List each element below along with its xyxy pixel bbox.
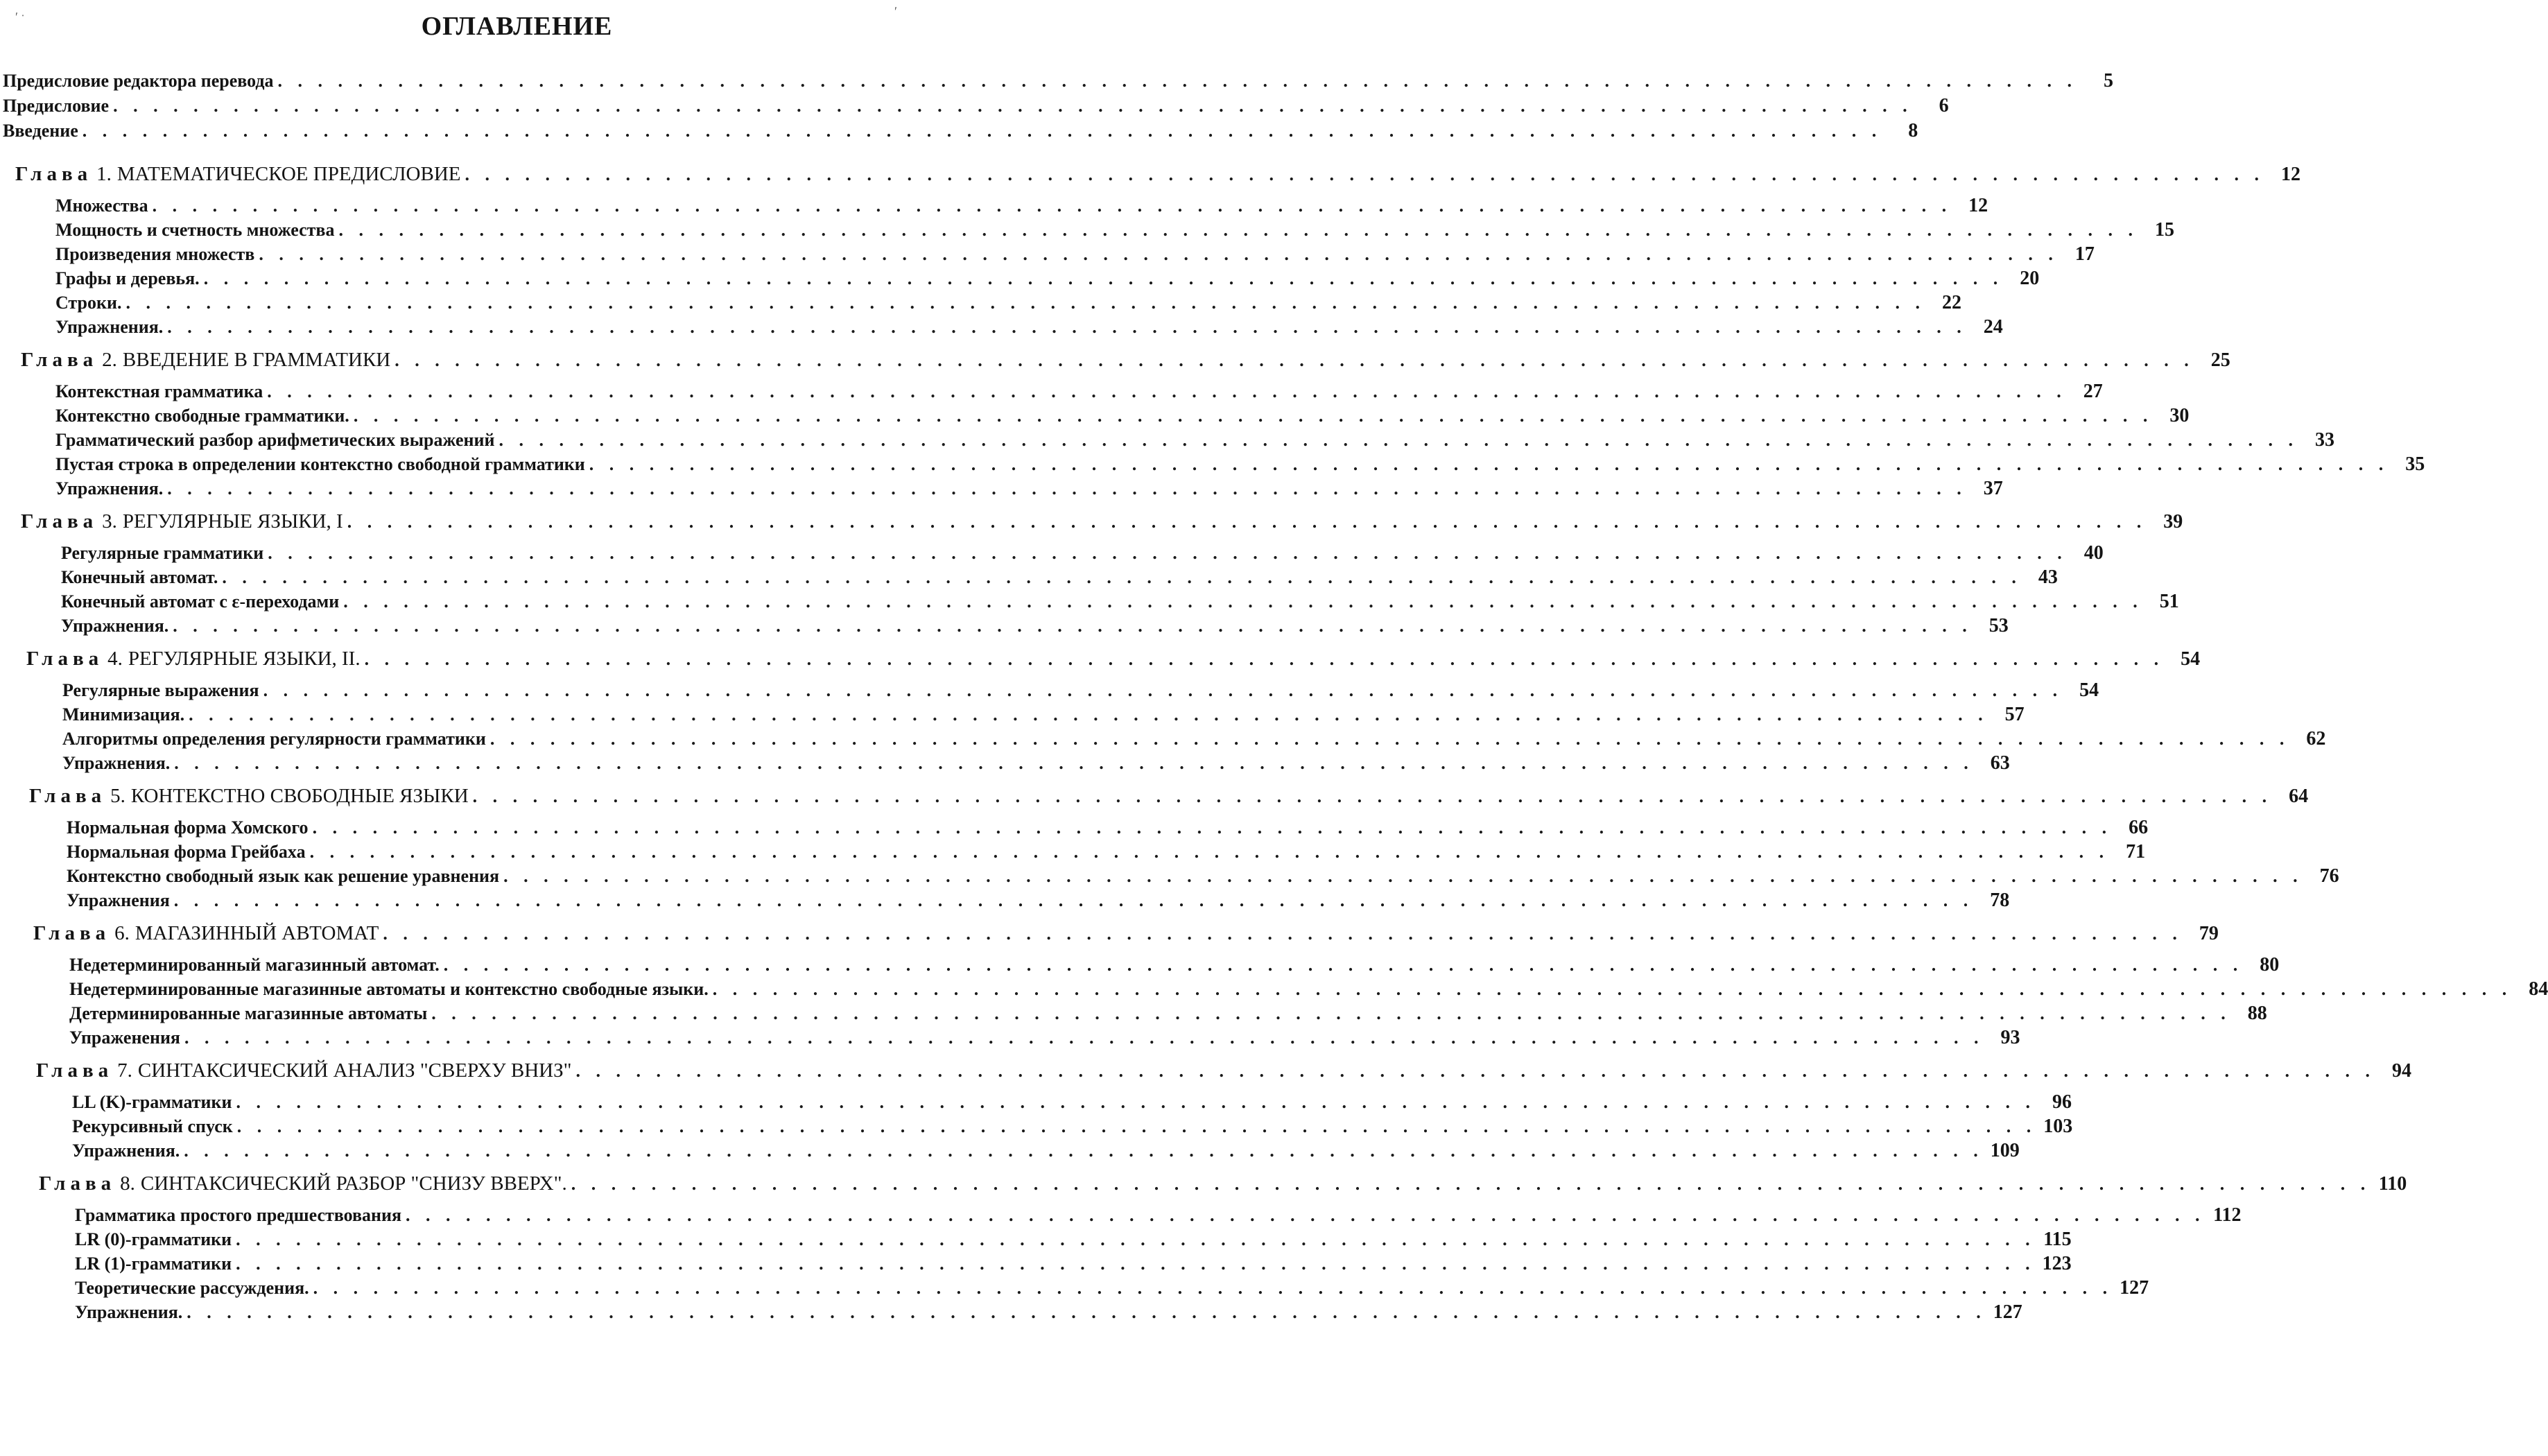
toc-entry-label: Детерминированные магазинные автоматы	[69, 1003, 428, 1023]
toc-entry-label: Упраженения	[69, 1028, 180, 1048]
toc-entry-label: Недетерминированные магазинные автоматы и контекстно свободные языки.	[69, 979, 709, 999]
toc-entry-label: Теоретические рассуждения.	[75, 1278, 309, 1298]
dot-leader: . . . . . . . . . . . . . . . . . . . . . . . . . . . . . . . . . . . . . . . . . . . . . . . . . . . . . . . . . . . . . . . . . . . . . . . . . . . . . . . . . . . . . . . . . .	[173, 616, 1973, 636]
section-entry	[75, 1252, 2072, 1276]
dot-leader: . . . . . . . . . . . . . . . . . . . . . . . . . . . . . . . . . . . . . . . . . . . . . . . . . . . . . . . . . . . . . . . . . . . . . . . . . . . . . . . . . . . . . . . . . .	[347, 512, 2147, 532]
dot-leader: . . . . . . . . . . . . . . . . . . . . . . . . . . . . . . . . . . . . . . . . . . . . . . . . . . . . . . . . . . . . . . . . . . . . . . . . . . . . . . . . . . . . . . . . . .	[236, 1116, 2037, 1136]
page-number: 54	[2181, 648, 2201, 670]
dot-leader: . . . . . . . . . . . . . . . . . . . . . . . . . . . . . . . . . . . . . . . . . . . . . . . . . . . . . . . . . . . . . . . . . . . . . . . . . . . . . . . . . . . . . . . . . .	[263, 680, 2063, 700]
toc-entry-label: Грамматика простого предшествования	[75, 1205, 402, 1225]
page-number: 17	[2074, 243, 2095, 265]
chapter-entry	[39, 1172, 2407, 1195]
dot-leader: . . . . . . . . . . . . . . . . . . . . . . . . . . . . . . . . . . . . . . . . . . . . . . . . . . . . . . . . . . . . . . . . . . . . . . . . . . . . . . . . . . . . . . . . . .	[173, 890, 1974, 910]
dot-leader: . . . . . . . . . . . . . . . . . . . . . . . . . . . . . . . . . . . . . . . . . . . . . . . . . . . . . . . . . . . . . . . . . . . . . . . . . . . . . . . . . . . . . . . . . .	[203, 268, 2004, 288]
page-number: 20	[2020, 268, 2040, 289]
toc-entry-label: Нормальная форма Хомского	[67, 817, 309, 838]
section-entry	[67, 865, 2339, 888]
dot-leader: . . . . . . . . . . . . . . . . . . . . . . . . . . . . . . . . . . . . . . . . . . . . . . . . . . . . . . . . . . . . . . . . . . . . . . . . . . . . . . . . . . . . . . . . . .	[313, 1278, 2113, 1298]
toc-entry-label: Графы и деревья.	[55, 268, 200, 288]
page-number: 53	[1988, 615, 2009, 636]
toc-entry-label: Алгоритмы определения регулярности грамматики	[62, 729, 486, 749]
page-number: 66	[2129, 817, 2149, 838]
chapter-title: КОНТЕКСТНО СВОБОДНЫЕ ЯЗЫКИ	[130, 785, 469, 807]
dot-leader: . . . . . . . . . . . . . . . . . . . . . . . . . . . . . . . . . . . . . . . . . . . . . . . . . . . . . . . . . . . . . . . . . . . . . . . . . . . . . . . . . . . . . . . . . .	[187, 1302, 1986, 1322]
dot-leader: . . . . . . . . . . . . . . . . . . . . . . . . . . . . . . . . . . . . . . . . . . . . . . . . . . . . . . . . . . . . . . . . . . . . . . . . . . . . . . . . . . . . . . . . . .	[571, 1174, 2371, 1194]
section-entry	[55, 428, 2334, 452]
toc-entry-label: Регулярные выражения	[62, 680, 259, 700]
page-number: 51	[2159, 591, 2179, 612]
page-number: 27	[2083, 381, 2103, 402]
page-number: 78	[1990, 890, 2010, 911]
toc-entry-label: Строки.	[55, 293, 122, 313]
chapter-prefix: Глава	[29, 785, 107, 807]
chapter-prefix: Глава	[15, 163, 93, 185]
dot-leader: . . . . . . . . . . . . . . . . . . . . . . . . . . . . . . . . . . . . . . . . . . . . . . . . . . . . . . . . . . . . . . . . . . . . . . . . . . . . . . . . . . . . . . . . . .	[503, 866, 2303, 886]
section-entry	[55, 218, 2174, 242]
chapter-prefix: Глава	[21, 349, 98, 371]
dot-leader: . . . . . . . . . . . . . . . . . . . . . . . . . . . . . . . . . . . . . . . . . . . . . . . . . . . . . . . . . . . . . . . . . . . . . . . . . . . . . . . . . . . . . . . . . .	[113, 96, 1913, 116]
toc-entry-label	[21, 510, 343, 533]
toc-entry-label: Упражнения.	[55, 478, 164, 499]
section-entry	[62, 703, 2025, 727]
toc-entry-label: Упражнения.	[75, 1302, 183, 1322]
chapter-number: 5.	[110, 785, 125, 807]
toc-entry-label	[15, 162, 461, 186]
toc-entry-label: Минимизация.	[62, 704, 185, 725]
dot-leader: . . . . . . . . . . . . . . . . . . . . . . . . . . . . . . . . . . . . . . . . . . . . . . . . . . . . . . . . . . . . . . . . . . . . . . . . . . . . . . . . . . . . . . . . . .	[712, 979, 2513, 999]
scan-speck: ʹ	[894, 4, 897, 18]
dot-leader: . . . . . . . . . . . . . . . . . . . . . . . . . . . . . . . . . . . . . . . . . . . . . . . . . . . . . . . . . . . . . . . . . . . . . . . . . . . . . . . . . . . . . . . . . .	[343, 591, 2143, 612]
toc-entry-label: Грамматический разбор арифметических выражений	[55, 430, 495, 450]
front-matter-entry	[3, 94, 1949, 118]
section-entry	[69, 1002, 2267, 1025]
page-number: 15	[2154, 219, 2174, 241]
toc-entry-label: LR (0)-грамматики	[75, 1229, 232, 1249]
section-entry	[61, 614, 2009, 638]
page-number: 43	[2038, 566, 2058, 588]
page-number: 63	[1990, 752, 2010, 774]
toc-entry-label: Конечный автомат.	[61, 567, 218, 587]
toc-entry-label: Множества	[55, 196, 148, 216]
chapter-entry	[36, 1059, 2411, 1082]
section-entry	[55, 291, 1961, 315]
dot-leader: . . . . . . . . . . . . . . . . . . . . . . . . . . . . . . . . . . . . . . . . . . . . . . . . . . . . . . . . . . . . . . . . . . . . . . . . . . . . . . . . . . . . . . . . . .	[406, 1205, 2205, 1225]
page-number: 54	[2079, 679, 2099, 701]
page-number: 5	[2104, 70, 2114, 92]
page-number: 109	[1990, 1140, 2020, 1161]
page-number: 96	[2052, 1091, 2072, 1113]
dot-leader: . . . . . . . . . . . . . . . . . . . . . . . . . . . . . . . . . . . . . . . . . . . . . . . . . . . . . . . . . . . . . . . . . . . . . . . . . . . . . . . . . . . . . . . . . .	[236, 1229, 2036, 1249]
dot-leader: . . . . . . . . . . . . . . . . . . . . . . . . . . . . . . . . . . . . . . . . . . . . . . . . . . . . . . . . . . . . . . . . . . . . . . . . . . . . . . . . . . . . . . . . . .	[309, 842, 2110, 862]
dot-leader: . . . . . . . . . . . . . . . . . . . . . . . . . . . . . . . . . . . . . . . . . . . . . . . . . . . . . . . . . . . . . . . . . . . . . . . . . . . . . . . . . . . . . . . . . .	[82, 121, 1882, 141]
toc-entry-label: Введение	[3, 121, 78, 141]
page-number: 33	[2314, 429, 2334, 451]
page-number: 80	[2260, 954, 2280, 976]
dot-leader: . . . . . . . . . . . . . . . . . . . . . . . . . . . . . . . . . . . . . . . . . . . . . . . . . . . . . . . . . . . . . . . . . . . . . . . . . . . . . . . . . . . . . . . . . .	[312, 817, 2113, 838]
toc-entry-label: Конечный автомат с ε-переходами	[61, 591, 340, 612]
toc-entry-label	[36, 1059, 571, 1082]
toc-entry-label	[39, 1172, 567, 1195]
chapter-number: 4.	[107, 648, 123, 670]
section-entry	[55, 315, 2003, 339]
section-entry	[55, 477, 2003, 501]
toc-entry-label: Предисловие редактора перевода	[3, 71, 274, 91]
chapter-title: ВВЕДЕНИЕ В ГРАММАТИКИ	[122, 349, 391, 371]
dot-leader: . . . . . . . . . . . . . . . . . . . . . . . . . . . . . . . . . . . . . . . . . . . . . . . . . . . . . . . . . . . . . . . . . . . . . . . . . . . . . . . . . . . . . . . . . .	[364, 649, 2165, 669]
page-number: 76	[2319, 865, 2339, 887]
page-number: 8	[1908, 120, 1918, 141]
chapter-prefix: Глава	[26, 648, 104, 670]
chapter-number: 1.	[96, 163, 112, 185]
section-entry	[62, 752, 2010, 775]
toc-entry-label: Упражнения.	[62, 753, 171, 773]
front-matter-entry	[3, 69, 2114, 93]
toc-entry-label	[33, 921, 379, 945]
section-entry	[75, 1301, 2022, 1324]
page-number: 79	[2199, 923, 2219, 944]
toc-entry-label: Упражнения	[67, 890, 170, 910]
chapter-prefix: Глава	[39, 1172, 116, 1195]
toc-entry-label: LR (1)-грамматики	[75, 1254, 232, 1274]
dot-leader: . . . . . . . . . . . . . . . . . . . . . . . . . . . . . . . . . . . . . . . . . . . . . . . . . . . . . . . . . . . . . . . . . . . . . . . . . . . . . . . . . . . . . . . . . .	[443, 955, 2244, 975]
scan-speck: ʹ ˑ	[15, 10, 25, 24]
page-number: 94	[2391, 1060, 2411, 1082]
toc-entry-label: Регулярные грамматики	[61, 543, 264, 563]
chapter-number: 6.	[114, 922, 130, 944]
page-number: 40	[2083, 542, 2104, 564]
page-number: 103	[2043, 1116, 2073, 1137]
dot-leader: . . . . . . . . . . . . . . . . . . . . . . . . . . . . . . . . . . . . . . . . . . . . . . . . . . . . . . . . . . . . . . . . . . . . . . . . . . . . . . . . . . . . . . . . . .	[395, 350, 2194, 370]
dot-leader: . . . . . . . . . . . . . . . . . . . . . . . . . . . . . . . . . . . . . . . . . . . . . . . . . . . . . . . . . . . . . . . . . . . . . . . . . . . . . . . . . . . . . . . . . .	[431, 1003, 2231, 1023]
chapter-entry	[29, 784, 2309, 808]
section-entry	[75, 1276, 2149, 1300]
page-number: 64	[2289, 786, 2309, 807]
page-number: 93	[2000, 1027, 2020, 1048]
section-entry	[69, 978, 2548, 1001]
dot-leader: . . . . . . . . . . . . . . . . . . . . . . . . . . . . . . . . . . . . . . . . . . . . . . . . . . . . . . . . . . . . . . . . . . . . . . . . . . . . . . . . . . . . . . . . . .	[222, 567, 2022, 587]
chapter-entry	[26, 647, 2201, 670]
section-entry	[62, 727, 2326, 751]
chapter-number: 2.	[102, 349, 117, 371]
page-number: 88	[2247, 1003, 2267, 1024]
chapter-title: МАТЕМАТИЧЕСКОЕ ПРЕДИСЛОВИЕ	[116, 163, 461, 185]
chapter-entry	[15, 162, 2300, 186]
section-entry	[72, 1115, 2073, 1138]
dot-leader: . . . . . . . . . . . . . . . . . . . . . . . . . . . . . . . . . . . . . . . . . . . . . . . . . . . . . . . . . . . . . . . . . . . . . . . . . . . . . . . . . . . . . . . . . .	[267, 381, 2067, 401]
toc-entry-label: Контекстная грамматика	[55, 381, 263, 401]
toc-entry-label	[29, 784, 469, 808]
section-entry	[55, 267, 2040, 291]
page-number: 12	[1968, 195, 1988, 216]
toc-entry-label	[26, 647, 361, 670]
dot-leader: . . . . . . . . . . . . . . . . . . . . . . . . . . . . . . . . . . . . . . . . . . . . . . . . . . . . . . . . . . . . . . . . . . . . . . . . . . . . . . . . . . . . . . . . . .	[383, 924, 2183, 944]
section-entry	[69, 1026, 2020, 1050]
toc-entry-label: Упражнения.	[72, 1141, 180, 1161]
toc-entry-label: Упражнения.	[55, 317, 164, 337]
toc-entry-label: Нормальная форма Грейбаха	[67, 842, 306, 862]
chapter-title: РЕГУЛЯРНЫЕ ЯЗЫКИ, II.	[128, 648, 361, 670]
toc-entry-label	[21, 348, 390, 372]
page-number: 62	[2306, 728, 2326, 749]
section-entry	[55, 194, 1988, 218]
dot-leader: . . . . . . . . . . . . . . . . . . . . . . . . . . . . . . . . . . . . . . . . . . . . . . . . . . . . . . . . . . . . . . . . . . . . . . . . . . . . . . . . . . . . . . . . . .	[167, 478, 1967, 499]
page-number: 12	[2281, 164, 2300, 185]
chapter-prefix: Глава	[33, 922, 111, 944]
section-entry	[67, 840, 2146, 864]
section-entry	[61, 566, 2058, 589]
chapter-entry	[33, 921, 2219, 945]
toc-entry-label: Мощность и счетность множества	[55, 220, 335, 240]
section-entry	[72, 1091, 2072, 1114]
page-number: 71	[2126, 841, 2146, 863]
chapter-entry	[21, 348, 2230, 372]
page-number: 57	[2004, 704, 2025, 725]
dot-leader: . . . . . . . . . . . . . . . . . . . . . . . . . . . . . . . . . . . . . . . . . . . . . . . . . . . . . . . . . . . . . . . . . . . . . . . . . . . . . . . . . . . . . . . . . .	[589, 454, 2389, 474]
dot-leader: . . . . . . . . . . . . . . . . . . . . . . . . . . . . . . . . . . . . . . . . . . . . . . . . . . . . . . . . . . . . . . . . . . . . . . . . . . . . . . . . . . . . . . . . . .	[236, 1092, 2036, 1112]
dot-leader: . . . . . . . . . . . . . . . . . . . . . . . . . . . . . . . . . . . . . . . . . . . . . . . . . . . . . . . . . . . . . . . . . . . . . . . . . . . . . . . . . . . . . . . . . .	[499, 430, 2298, 450]
dot-leader: . . . . . . . . . . . . . . . . . . . . . . . . . . . . . . . . . . . . . . . . . . . . . . . . . . . . . . . . . . . . . . . . . . . . . . . . . . . . . . . . . . . . . . . . . .	[338, 220, 2138, 240]
page-number: 25	[2210, 349, 2230, 371]
dot-leader: . . . . . . . . . . . . . . . . . . . . . . . . . . . . . . . . . . . . . . . . . . . . . . . . . . . . . . . . . . . . . . . . . . . . . . . . . . . . . . . . . . . . . . . . . .	[189, 704, 1988, 725]
dot-leader: . . . . . . . . . . . . . . . . . . . . . . . . . . . . . . . . . . . . . . . . . . . . . . . . . . . . . . . . . . . . . . . . . . . . . . . . . . . . . . . . . . . . . . . . . .	[125, 293, 1925, 313]
page-number: 84	[2529, 978, 2548, 1000]
section-entry	[62, 679, 2099, 702]
section-entry	[55, 404, 2190, 428]
chapter-number: 8.	[120, 1172, 135, 1195]
page-number: 112	[2213, 1204, 2242, 1226]
chapter-title: СИНТАКСИЧЕСКИЙ АНАЛИЗ "СВЕРХУ ВНИЗ"	[137, 1059, 572, 1082]
section-entry	[55, 243, 2095, 266]
toc-entry-label: Произведения множеств	[55, 244, 255, 264]
toc-entry-label: Рекурсивный спуск	[72, 1116, 233, 1136]
dot-leader: . . . . . . . . . . . . . . . . . . . . . . . . . . . . . . . . . . . . . . . . . . . . . . . . . . . . . . . . . . . . . . . . . . . . . . . . . . . . . . . . . . . . . . . . . .	[184, 1141, 1984, 1161]
toc-entry-label: Контекстно свободные грамматики.	[55, 406, 349, 426]
dot-leader: . . . . . . . . . . . . . . . . . . . . . . . . . . . . . . . . . . . . . . . . . . . . . . . . . . . . . . . . . . . . . . . . . . . . . . . . . . . . . . . . . . . . . . . . . .	[236, 1254, 2036, 1274]
chapter-title: РЕГУЛЯРНЫЕ ЯЗЫКИ, I	[122, 510, 343, 532]
section-entry	[55, 453, 2425, 476]
section-entry	[61, 541, 2104, 565]
toc-entry-label: Недетерминированный магазинный автомат.	[69, 955, 440, 975]
dot-leader: . . . . . . . . . . . . . . . . . . . . . . . . . . . . . . . . . . . . . . . . . . . . . . . . . . . . . . . . . . . . . . . . . . . . . . . . . . . . . . . . . . . . . . . . . .	[489, 729, 2290, 749]
section-entry	[67, 816, 2149, 840]
page-number: 30	[2169, 405, 2190, 426]
page-number: 39	[2163, 511, 2183, 532]
section-entry	[61, 590, 2179, 614]
dot-leader: . . . . . . . . . . . . . . . . . . . . . . . . . . . . . . . . . . . . . . . . . . . . . . . . . . . . . . . . . . . . . . . . . . . . . . . . . . . . . . . . . . . . . . . . . .	[184, 1028, 1984, 1048]
section-entry	[69, 953, 2280, 977]
chapter-number: 7.	[117, 1059, 132, 1082]
dot-leader: . . . . . . . . . . . . . . . . . . . . . . . . . . . . . . . . . . . . . . . . . . . . . . . . . . . . . . . . . . . . . . . . . . . . . . . . . . . . . . . . . . . . . . . . . .	[174, 753, 1974, 773]
page-number: 37	[1983, 478, 2003, 499]
page-number: 115	[2043, 1229, 2072, 1250]
chapter-prefix: Глава	[21, 510, 98, 532]
page-number: 123	[2042, 1253, 2072, 1274]
chapter-title: МАГАЗИННЫЙ АВТОМАТ	[135, 922, 379, 944]
chapter-number: 3.	[102, 510, 117, 532]
chapter-title: СИНТАКСИЧЕСКИЙ РАЗБОР "СНИЗУ ВВЕРХ".	[140, 1172, 567, 1195]
section-entry	[75, 1228, 2072, 1251]
dot-leader: . . . . . . . . . . . . . . . . . . . . . . . . . . . . . . . . . . . . . . . . . . . . . . . . . . . . . . . . . . . . . . . . . . . . . . . . . . . . . . . . . . . . . . . . . .	[465, 164, 2264, 184]
page-number: 35	[2405, 453, 2425, 475]
page-title: ОГЛАВЛЕНИЕ	[421, 12, 613, 41]
section-entry	[72, 1139, 2020, 1163]
toc-entry-label: Пустая строка в определении контекстно свободной грамматики	[55, 454, 585, 474]
dot-leader: . . . . . . . . . . . . . . . . . . . . . . . . . . . . . . . . . . . . . . . . . . . . . . . . . . . . . . . . . . . . . . . . . . . . . . . . . . . . . . . . . . . . . . . . . .	[268, 543, 2068, 563]
dot-leader: . . . . . . . . . . . . . . . . . . . . . . . . . . . . . . . . . . . . . . . . . . . . . . . . . . . . . . . . . . . . . . . . . . . . . . . . . . . . . . . . . . . . . . . . . .	[353, 406, 2153, 426]
dot-leader: . . . . . . . . . . . . . . . . . . . . . . . . . . . . . . . . . . . . . . . . . . . . . . . . . . . . . . . . . . . . . . . . . . . . . . . . . . . . . . . . . . . . . . . . . .	[167, 317, 1967, 337]
page-number: 127	[2120, 1277, 2149, 1299]
page-number: 6	[1939, 95, 1949, 116]
front-matter-entry	[3, 119, 1918, 143]
page-number: 24	[1983, 316, 2003, 338]
dot-leader: . . . . . . . . . . . . . . . . . . . . . . . . . . . . . . . . . . . . . . . . . . . . . . . . . . . . . . . . . . . . . . . . . . . . . . . . . . . . . . . . . . . . . . . . . .	[472, 786, 2273, 806]
toc-entry-label: LL (K)-грамматики	[72, 1092, 232, 1112]
page-number: 127	[1993, 1301, 2022, 1323]
section-entry	[75, 1204, 2242, 1227]
page-number: 110	[2378, 1173, 2407, 1195]
page-number: 22	[1941, 292, 1961, 313]
toc-entry-label: Контекстно свободный язык как решение уравнения	[67, 866, 500, 886]
toc-entry-label: Предисловие	[3, 96, 110, 116]
section-entry	[67, 889, 2010, 912]
dot-leader: . . . . . . . . . . . . . . . . . . . . . . . . . . . . . . . . . . . . . . . . . . . . . . . . . . . . . . . . . . . . . . . . . . . . . . . . . . . . . . . . . . . . . . . . . .	[152, 196, 1952, 216]
dot-leader: . . . . . . . . . . . . . . . . . . . . . . . . . . . . . . . . . . . . . . . . . . . . . . . . . . . . . . . . . . . . . . . . . . . . . . . . . . . . . . . . . . . . . . . . . .	[277, 71, 2078, 91]
section-entry	[55, 380, 2103, 404]
toc-entry-label: Упражнения.	[61, 616, 169, 636]
chapter-entry	[21, 510, 2183, 533]
dot-leader: . . . . . . . . . . . . . . . . . . . . . . . . . . . . . . . . . . . . . . . . . . . . . . . . . . . . . . . . . . . . . . . . . . . . . . . . . . . . . . . . . . . . . . . . . .	[259, 244, 2059, 264]
chapter-prefix: Глава	[36, 1059, 114, 1082]
dot-leader: . . . . . . . . . . . . . . . . . . . . . . . . . . . . . . . . . . . . . . . . . . . . . . . . . . . . . . . . . . . . . . . . . . . . . . . . . . . . . . . . . . . . . . . . . .	[575, 1061, 2375, 1081]
